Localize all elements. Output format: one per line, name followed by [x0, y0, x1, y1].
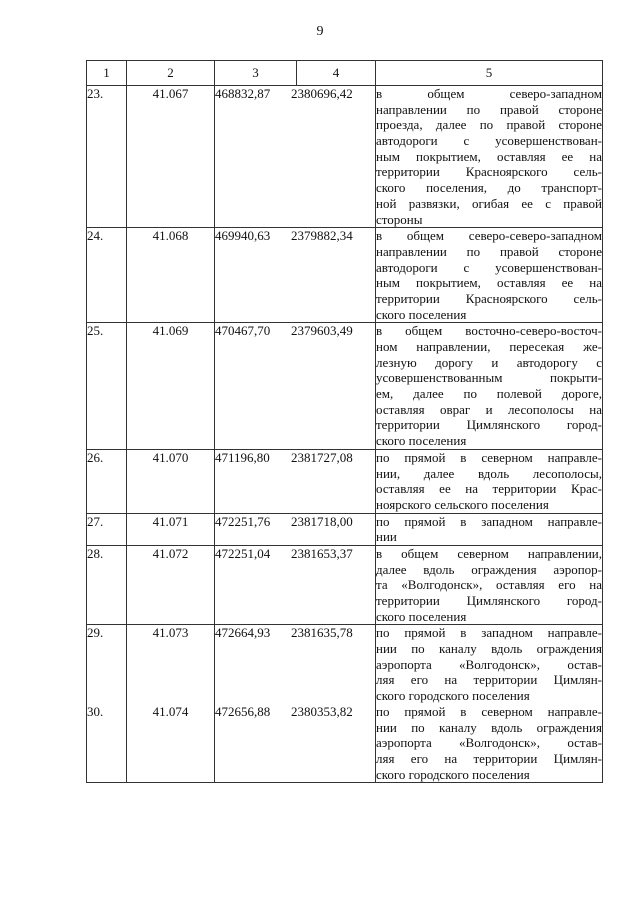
description-line: автодороги с усовершенствован-	[376, 259, 602, 275]
row-number: 25.	[87, 323, 127, 450]
description-line: в общем восточно-северо-восточ-	[376, 323, 602, 339]
point-code: 41.071	[127, 513, 215, 545]
route-description	[376, 86, 603, 228]
header-col-x: 3	[215, 61, 297, 86]
coordinate-y: 2380353,82	[291, 703, 353, 719]
description-line: усовершенствованным покрыти-	[376, 370, 602, 386]
coordinates-cell	[215, 323, 376, 450]
table-header-row	[87, 61, 603, 86]
description-line: ем, далее по полевой дороге,	[376, 386, 602, 402]
description-line: оставляя овраг и лесополосы на	[376, 401, 602, 417]
description-line: ной развязки, огибая ее с правой	[376, 195, 602, 211]
coordinates-cell	[215, 704, 376, 783]
route-description	[376, 704, 603, 783]
coordinate-y: 2379603,49	[291, 323, 353, 339]
description-line: ского поселения	[376, 433, 467, 449]
description-line: аэропорта «Волгодонск», остав-	[376, 735, 602, 751]
description-line: в общем северном направлении,	[376, 545, 602, 561]
description-line: в общем северо-северо-западном	[376, 228, 602, 244]
route-description	[376, 323, 603, 450]
description-line: ным покрытием, оставляя ее на	[376, 148, 602, 164]
header-col-y: 4	[297, 61, 376, 86]
description-line: ского поселения	[376, 608, 467, 624]
description-line: нии по каналу вдоль ограждения	[376, 719, 602, 735]
coordinate-x: 469940,63	[215, 228, 271, 244]
coordinate-y: 2380696,42	[291, 86, 353, 101]
description-line: по прямой в западном направле-	[376, 513, 602, 529]
description-line: стороны	[376, 211, 423, 227]
coordinate-x: 470467,70	[215, 323, 271, 339]
boundary-points-table	[86, 60, 603, 783]
header-col-number: 1	[87, 61, 127, 86]
description-line: далее вдоль ограждения аэропор-	[376, 561, 602, 577]
description-line: та «Волгодонск», оставляя его на	[376, 577, 602, 593]
table-row	[87, 228, 603, 323]
table-row	[87, 323, 603, 450]
description-line: территории Цимлянского город-	[376, 417, 602, 433]
coordinates-cell	[215, 545, 376, 624]
row-number: 26.	[87, 449, 127, 513]
route-description	[376, 625, 603, 704]
description-line: по прямой в северном направле-	[376, 449, 602, 465]
description-line: территории Цимлянского город-	[376, 593, 602, 608]
description-line: в общем северо-западном	[376, 86, 602, 101]
coordinates-cell	[215, 86, 376, 228]
route-description	[376, 228, 603, 323]
coordinate-y: 2381718,00	[291, 513, 353, 529]
description-line: по прямой в северном направле-	[376, 703, 602, 719]
description-line: ского городского поселения	[376, 688, 530, 704]
description-line: нии по каналу вдоль ограждения	[376, 641, 602, 657]
description-line: аэропорта «Волгодонск», остав-	[376, 656, 602, 672]
coordinate-x: 472656,88	[215, 703, 271, 719]
description-line: ным покрытием, оставляя ее на	[376, 275, 602, 291]
row-number: 28.	[87, 545, 127, 624]
point-code: 41.072	[127, 545, 215, 624]
description-line: ского городского поселения	[376, 766, 530, 782]
description-line: ского поселения, до транспорт-	[376, 180, 602, 196]
description-line: ского поселения	[376, 306, 467, 322]
row-number: 23.	[87, 86, 127, 228]
point-code: 41.070	[127, 449, 215, 513]
coordinates-cell	[215, 449, 376, 513]
coordinate-y: 2381653,37	[291, 545, 353, 561]
point-code: 41.069	[127, 323, 215, 450]
description-line: проезда, далее по правой стороне	[376, 117, 602, 133]
row-number: 29.	[87, 625, 127, 704]
route-description	[376, 449, 603, 513]
description-line: оставляя ее на территории Крас-	[376, 481, 602, 497]
description-line: нии, далее вдоль лесополосы,	[376, 465, 602, 481]
coordinate-x: 472251,04	[215, 545, 271, 561]
description-line: территории Красноярского сель-	[376, 290, 602, 306]
row-number: 24.	[87, 228, 127, 323]
point-code: 41.074	[127, 704, 215, 783]
route-description	[376, 513, 603, 545]
description-line: территории Красноярского сель-	[376, 164, 602, 180]
point-code: 41.073	[127, 625, 215, 704]
point-code: 41.068	[127, 228, 215, 323]
description-line: автодороги с усовершенствован-	[376, 133, 602, 149]
header-col-description: 5	[376, 61, 603, 86]
coordinate-x: 471196,80	[215, 449, 270, 465]
coordinate-y: 2381635,78	[291, 625, 353, 641]
route-description	[376, 545, 603, 624]
row-number: 27.	[87, 513, 127, 545]
table-body	[87, 86, 603, 783]
description-line: ляя его на территории Цимлян-	[376, 672, 602, 688]
description-line: ноярского сельского поселения	[376, 496, 549, 512]
description-line: направлении по правой стороне	[376, 243, 602, 259]
description-line: ляя его на территории Цимлян-	[376, 750, 602, 766]
coordinate-x: 472251,76	[215, 513, 271, 529]
coordinates-cell	[215, 513, 376, 545]
coordinate-y: 2379882,34	[291, 228, 353, 244]
row-number: 30.	[87, 704, 127, 783]
header-col-code: 2	[127, 61, 215, 86]
table-row	[87, 86, 603, 228]
coordinates-cell	[215, 625, 376, 704]
description-line: лезную дорогу и автодорогу с	[376, 354, 602, 370]
description-line: направлении по правой стороне	[376, 101, 602, 117]
page-number: 9	[316, 24, 324, 39]
table-row	[87, 449, 603, 513]
description-line: по прямой в западном направле-	[376, 625, 602, 641]
coordinate-x: 468832,87	[215, 86, 271, 101]
point-code: 41.067	[127, 86, 215, 228]
table-row	[87, 625, 603, 704]
table-row	[87, 513, 603, 545]
table-row	[87, 545, 603, 624]
description-line: нии	[376, 529, 397, 545]
description-line: ном направлении, пересекая же-	[376, 339, 602, 354]
coordinate-y: 2381727,08	[291, 449, 353, 465]
coordinates-cell	[215, 228, 376, 323]
table-row	[87, 704, 603, 783]
coordinate-x: 472664,93	[215, 625, 271, 641]
